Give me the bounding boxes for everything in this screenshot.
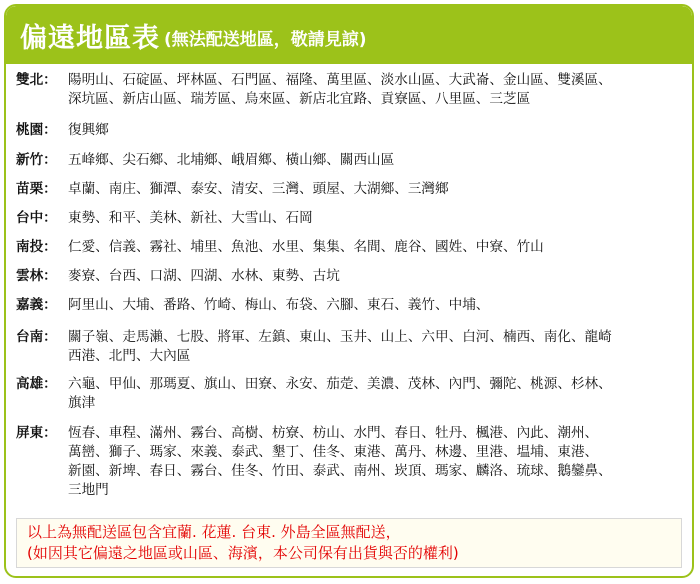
region-label: 台南： <box>16 329 57 345</box>
region-row <box>6 375 692 413</box>
region-row <box>6 238 692 257</box>
disclaimer-line: 以上為無配送區包含宜蘭. 花蓮. 台東. 外島全區無配送， <box>27 523 401 541</box>
region-row <box>6 209 692 228</box>
region-label: 苗栗： <box>16 181 57 197</box>
region-areas: 東勢、和平、美林、新社、大雪山、石岡 <box>68 210 313 226</box>
region-areas: 復興鄉 <box>68 122 109 138</box>
region-areas: 陽明山、石碇區、坪林區、石門區、福隆、萬里區、淡水山區、大武崙、金山區、雙溪區、 深坑區、新店山區、瑞芳區、烏來區、新店北宜路、貢寮區、八里區、三芝區 <box>68 72 612 107</box>
region-areas: 卓蘭、南庄、獅潭、泰安、清安、三灣、頭屋、大湖鄉、三灣鄉 <box>68 181 449 197</box>
region-row <box>6 121 692 140</box>
region-row <box>6 328 692 366</box>
region-areas: 六龜、甲仙、那瑪夏、旗山、田寮、永安、茄萣、美濃、茂林、內門、彌陀、桃源、杉林、 旗津 <box>68 376 612 411</box>
remote-areas-table <box>4 4 694 578</box>
region-label: 高雄： <box>16 376 57 392</box>
region-label: 南投： <box>16 239 57 255</box>
table-header <box>6 6 692 64</box>
region-label: 桃園： <box>16 122 57 138</box>
region-areas: 關子嶺、走馬瀨、七股、將軍、左鎮、東山、玉井、山上、六甲、白河、楠西、南化、龍崎 西港、北門、大內區 <box>68 329 612 364</box>
region-areas: 五峰鄉、尖石鄉、北埔鄉、峨眉鄉、橫山鄉、關西山區 <box>68 152 395 168</box>
region-row <box>6 71 692 109</box>
region-label: 雙北： <box>16 72 57 88</box>
disclaimer-note <box>16 518 682 568</box>
region-list <box>6 64 692 500</box>
region-row <box>6 151 692 170</box>
region-areas: 阿里山、大埔、番路、竹崎、梅山、布袋、六腳、東石、義竹、中埔、 <box>68 297 490 313</box>
region-label: 新竹： <box>16 152 57 168</box>
region-row <box>6 267 692 286</box>
region-row <box>6 296 692 315</box>
region-label: 屏東： <box>16 425 57 441</box>
page-subtitle: (無法配送地區，敬請見諒) <box>164 29 367 50</box>
region-areas: 麥寮、台西、口湖、四湖、水林、東勢、古坑 <box>68 268 340 284</box>
region-label: 雲林： <box>16 268 57 284</box>
region-label: 嘉義： <box>16 297 57 313</box>
region-row <box>6 180 692 199</box>
region-label: 台中： <box>16 210 57 226</box>
region-areas: 恆春、車程、滿州、霧台、高樹、枋寮、枋山、水門、春日、牡丹、楓港、內此、潮州、 萬巒、獅子、瑪家、來義、泰武、墾丁、佳冬、東港、萬丹、林邊、里港、塭埔、東港、 新園、新埤、春日、霧台、佳冬、竹田、泰武、南州、崁頂、瑪家、麟洛、琉球、鵝鑾鼻、 三地門 <box>68 425 612 498</box>
disclaimer-line: (如因其它偏遠之地區或山區、海濱，本公司保有出貨與否的權利) <box>27 544 459 562</box>
region-row <box>6 424 692 500</box>
page-title: 偏遠地區表 <box>20 22 160 54</box>
region-areas: 仁愛、信義、霧社、埔里、魚池、水里、集集、名間、鹿谷、國姓、中寮、竹山 <box>68 239 544 255</box>
